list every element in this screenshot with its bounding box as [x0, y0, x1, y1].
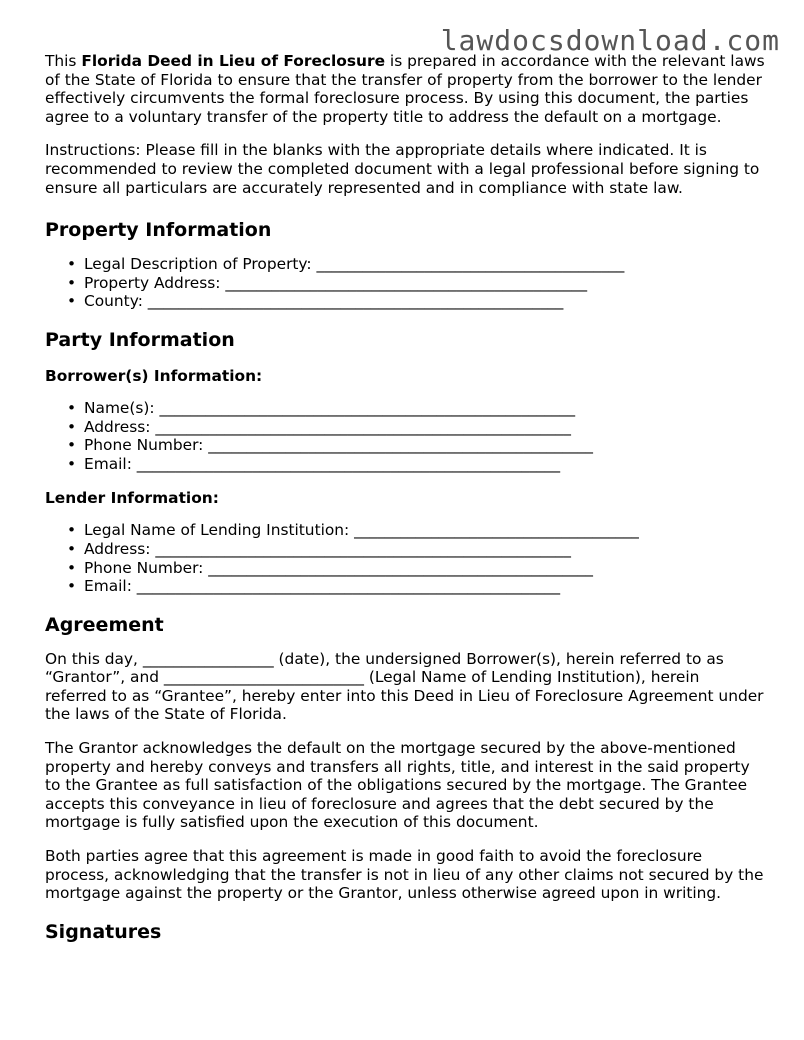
property-heading: Property Information [45, 219, 272, 242]
property-county-field: • County: ______________________________________________________ [45, 292, 765, 311]
intro-document-title: Florida Deed in Lieu of Foreclosure [81, 52, 386, 70]
intro-prefix: This [45, 52, 82, 70]
agreement-paragraph-3: Both parties agree that this agreement is made in good faith to avoid the foreclosure process, acknowledging that the transfer is not in lieu of any other claims not secured by the mortgage against the property or the Grantor, unless otherwise agreed upon in writing. [45, 847, 764, 903]
borrower-list [45, 399, 765, 473]
borrower-heading: Borrower(s) Information: [45, 366, 263, 385]
borrower-email-field: • Email: _______________________________________________________ [45, 455, 765, 474]
borrower-phone-field: • Phone Number: __________________________________________________ [45, 436, 765, 455]
signatures-heading: Signatures [45, 920, 162, 943]
party-heading: Party Information [45, 328, 235, 351]
borrower-names-field: • Name(s): ______________________________________________________ [45, 399, 765, 418]
lender-phone-field: • Phone Number: __________________________________________________ [45, 559, 765, 578]
agreement-paragraph-1: On this day, _________________ (date), the undersigned Borrower(s), herein referred to as “Grantor”, and __________________________ (Legal Name of Lending Institution), herein referred to as “Grantee”, hereby enter into this Deed in Lieu of Foreclosure Agreement under the laws of the State of Florida. [45, 649, 764, 724]
instructions-paragraph: Instructions: Please fill in the blanks with the appropriate details where indicated. It is recommended to review the completed document with a legal professional before signing to ensure all particulars are accurately represented and in compliance with state law. [45, 141, 760, 197]
property-list [45, 255, 765, 311]
document-body [45, 52, 765, 957]
lender-heading: Lender Information: [45, 489, 219, 508]
watermark-text: lawdocsdownload.com [440, 24, 780, 57]
lender-list [45, 521, 765, 595]
agreement-heading: Agreement [45, 613, 164, 636]
lender-legal-name-field: • Legal Name of Lending Institution: _____________________________________ [45, 521, 765, 540]
agreement-paragraph-2: The Grantor acknowledges the default on the mortgage secured by the above-mentioned property and hereby conveys and transfers all rights, title, and interest in the said property to the Grantee as full satisfaction of the obligations secured by the mortgage. The Grantee accepts this conveyance in lieu of foreclosure and agrees that the debt secured by the mortgage is fully satisfied upon the execution of this document. [45, 739, 750, 832]
lender-email-field: • Email: _______________________________________________________ [45, 577, 765, 596]
intro-paragraph [45, 52, 765, 126]
lender-address-field: • Address: ______________________________________________________ [45, 540, 765, 559]
property-address-field: • Property Address: _______________________________________________ [45, 274, 765, 293]
property-legal-description-field: • Legal Description of Property: ________________________________________ [45, 255, 765, 274]
borrower-address-field: • Address: ______________________________________________________ [45, 418, 765, 437]
intro-rest: is prepared in accordance with the relevant laws of the State of Florida to ensure that the transfer of property from the borrower to the lender effectively circumvents the formal foreclosure process. By using this document, the parties agree to a voluntary transfer of the property title to address the default on a mortgage. [45, 52, 765, 126]
